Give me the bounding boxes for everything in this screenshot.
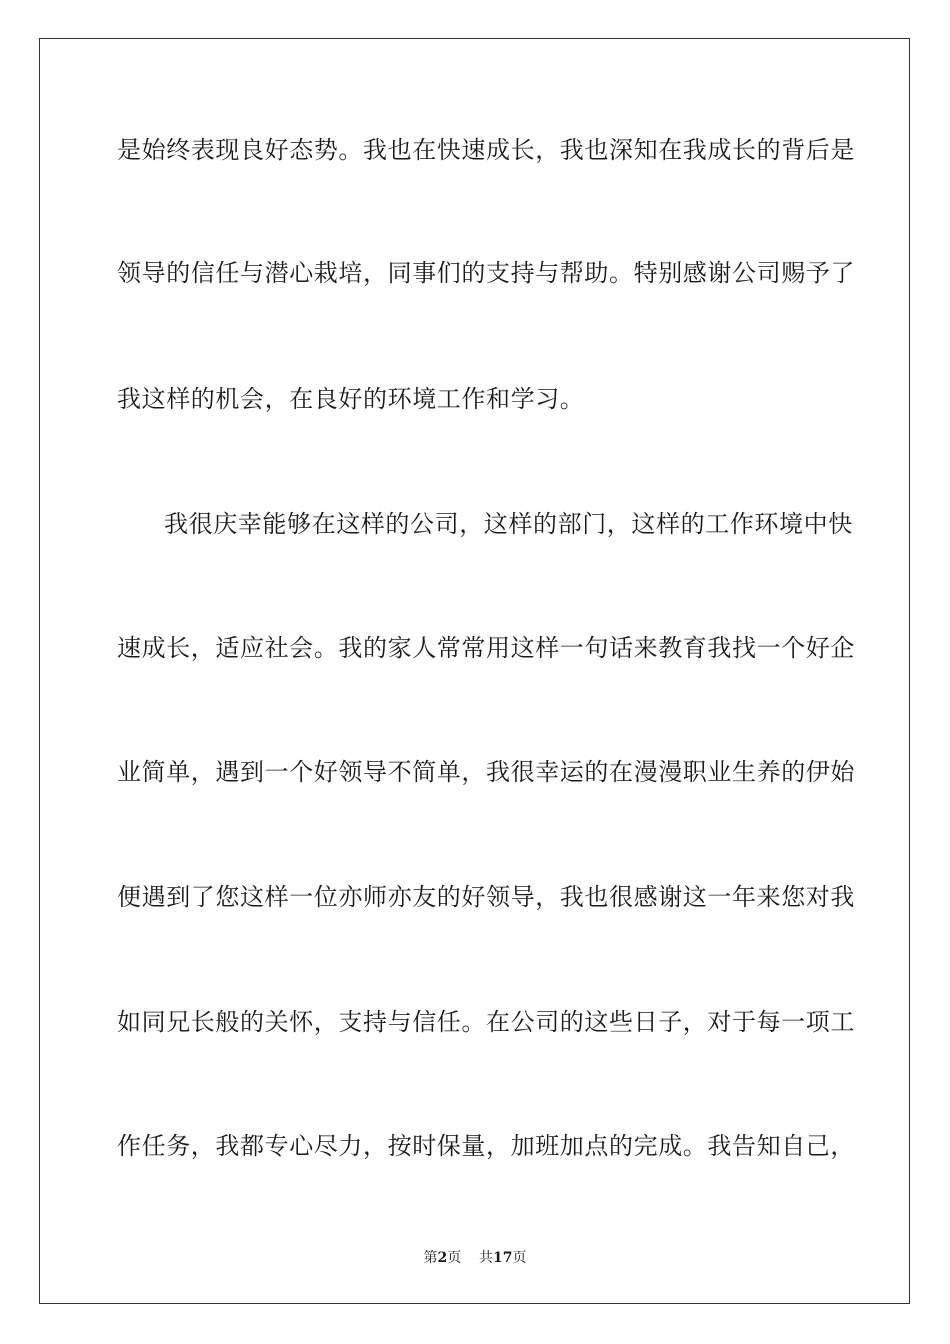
footer-total-prefix: 共 (479, 1250, 494, 1266)
body-line-1: 是始终表现良好态势。我也在快速成长，我也深知在我成长的背后是 (117, 136, 855, 164)
page-footer (0, 1247, 950, 1267)
body-line-9: 作任务，我都专心尽力，按时保量，加班加点的完成。我告知自己， (117, 1132, 855, 1160)
body-line-4: 我很庆幸能够在这样的公司，这样的部门，这样的工作环境中快 (164, 510, 853, 538)
footer-page-number: 2 (437, 1250, 448, 1266)
body-line-2: 领导的信任与潜心栽培，同事们的支持与帮助。特别感谢公司赐予了 (117, 259, 855, 287)
footer-total-suffix: 页 (512, 1250, 527, 1266)
footer-prefix: 第 (423, 1250, 438, 1266)
body-line-8: 如同兄长般的关怀，支持与信任。在公司的这些日子，对于每一项工 (117, 1008, 855, 1036)
body-line-6: 业简单，遇到一个好领导不简单，我很幸运的在漫漫职业生养的伊始 (117, 758, 855, 786)
body-line-7: 便遇到了您这样一位亦师亦友的好领导，我也很感谢这一年来您对我 (117, 883, 855, 911)
footer-page-suffix: 页 (447, 1250, 462, 1266)
footer-total-pages: 17 (493, 1250, 513, 1266)
page-border (39, 38, 910, 1304)
body-line-3: 我这样的机会，在良好的环境工作和学习。 (117, 385, 585, 413)
body-line-5: 速成长，适应社会。我的家人常常用这样一句话来教育我找一个好企 (117, 634, 855, 662)
